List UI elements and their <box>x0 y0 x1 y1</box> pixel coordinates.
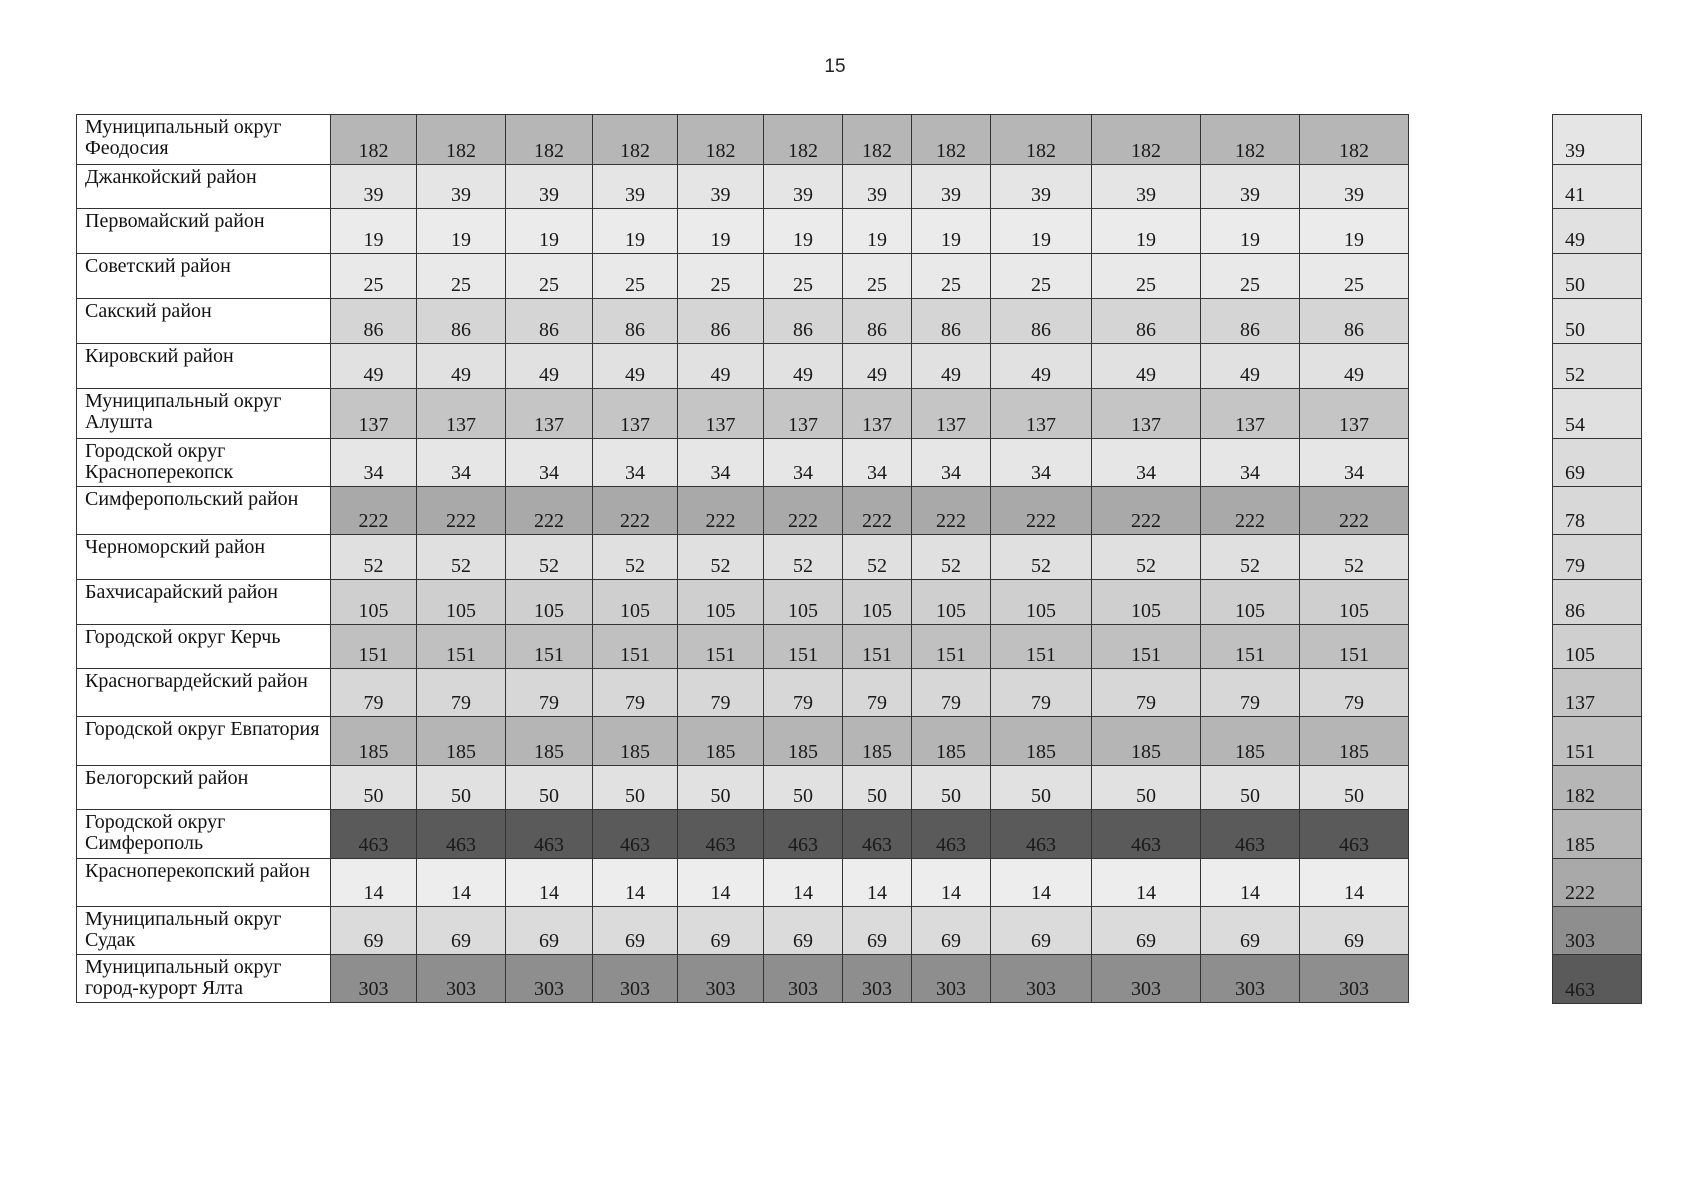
value-cell: 137 <box>764 389 843 439</box>
value-cell: 222 <box>417 487 506 535</box>
legend-scale-cell: 50 <box>1553 299 1641 344</box>
value-cell: 34 <box>1092 439 1201 487</box>
value-cell: 303 <box>1201 955 1300 1003</box>
value-cell: 19 <box>506 209 593 254</box>
value-cell: 50 <box>593 766 678 810</box>
value-cell: 50 <box>1201 766 1300 810</box>
value-cell: 79 <box>593 669 678 717</box>
value-cell: 34 <box>593 439 678 487</box>
region-name: Муниципальный округ Судак <box>77 907 331 955</box>
value-cell: 463 <box>764 810 843 859</box>
value-cell: 86 <box>593 299 678 344</box>
value-cell: 69 <box>1201 907 1300 955</box>
value-cell: 105 <box>1092 580 1201 625</box>
value-cell: 105 <box>912 580 991 625</box>
value-cell: 182 <box>331 115 417 165</box>
value-cell: 79 <box>331 669 417 717</box>
value-cell: 19 <box>593 209 678 254</box>
table-row <box>77 766 1409 810</box>
value-cell: 86 <box>764 299 843 344</box>
value-cell: 105 <box>678 580 764 625</box>
value-cell: 50 <box>991 766 1092 810</box>
value-cell: 34 <box>506 439 593 487</box>
value-cell: 52 <box>506 535 593 580</box>
value-cell: 19 <box>331 209 417 254</box>
table-row <box>77 859 1409 907</box>
value-cell: 151 <box>843 625 912 669</box>
value-cell: 303 <box>764 955 843 1003</box>
data-table <box>76 114 1409 1003</box>
value-cell: 25 <box>991 254 1092 299</box>
value-cell: 69 <box>1300 907 1409 955</box>
table-row <box>77 625 1409 669</box>
value-cell: 50 <box>678 766 764 810</box>
value-cell: 137 <box>331 389 417 439</box>
legend-scale-cell: 463 <box>1553 955 1641 1003</box>
value-cell: 19 <box>1201 209 1300 254</box>
value-cell: 34 <box>912 439 991 487</box>
legend-scale-cell: 137 <box>1553 669 1641 717</box>
legend-scale-cell: 49 <box>1553 209 1641 254</box>
table-row <box>77 165 1409 209</box>
value-cell: 185 <box>417 717 506 766</box>
value-cell: 25 <box>593 254 678 299</box>
value-cell: 39 <box>417 165 506 209</box>
value-cell: 137 <box>593 389 678 439</box>
legend-scale-cell: 151 <box>1553 717 1641 766</box>
value-cell: 79 <box>843 669 912 717</box>
value-cell: 49 <box>678 344 764 389</box>
value-cell: 137 <box>417 389 506 439</box>
value-cell: 52 <box>1201 535 1300 580</box>
value-cell: 185 <box>1300 717 1409 766</box>
value-cell: 182 <box>991 115 1092 165</box>
value-cell: 79 <box>1300 669 1409 717</box>
value-cell: 222 <box>593 487 678 535</box>
value-cell: 151 <box>417 625 506 669</box>
table-row <box>77 487 1409 535</box>
value-cell: 303 <box>1300 955 1409 1003</box>
value-cell: 34 <box>417 439 506 487</box>
value-cell: 86 <box>1300 299 1409 344</box>
value-cell: 50 <box>1300 766 1409 810</box>
value-cell: 19 <box>1092 209 1201 254</box>
value-cell: 151 <box>912 625 991 669</box>
value-cell: 19 <box>1300 209 1409 254</box>
value-cell: 49 <box>1300 344 1409 389</box>
value-cell: 14 <box>843 859 912 907</box>
region-name: Первомайский район <box>77 209 331 254</box>
value-cell: 19 <box>843 209 912 254</box>
value-cell: 39 <box>678 165 764 209</box>
value-cell: 303 <box>593 955 678 1003</box>
value-cell: 50 <box>1092 766 1201 810</box>
value-cell: 14 <box>1201 859 1300 907</box>
value-cell: 39 <box>843 165 912 209</box>
value-cell: 463 <box>912 810 991 859</box>
legend-scale-cell: 78 <box>1553 487 1641 535</box>
value-cell: 69 <box>1092 907 1201 955</box>
table-row <box>77 344 1409 389</box>
value-cell: 50 <box>331 766 417 810</box>
value-cell: 69 <box>843 907 912 955</box>
legend-scale-cell: 86 <box>1553 580 1641 625</box>
value-cell: 39 <box>912 165 991 209</box>
value-cell: 105 <box>843 580 912 625</box>
legend-scale-cell: 39 <box>1553 115 1641 165</box>
table-row <box>77 209 1409 254</box>
value-cell: 463 <box>593 810 678 859</box>
value-cell: 86 <box>678 299 764 344</box>
legend-scale-cell: 41 <box>1553 165 1641 209</box>
value-cell: 303 <box>417 955 506 1003</box>
value-cell: 105 <box>417 580 506 625</box>
value-cell: 105 <box>1201 580 1300 625</box>
table-row <box>77 115 1409 165</box>
value-cell: 34 <box>843 439 912 487</box>
value-cell: 52 <box>1092 535 1201 580</box>
value-cell: 303 <box>678 955 764 1003</box>
legend-scale-cell: 79 <box>1553 535 1641 580</box>
value-cell: 19 <box>912 209 991 254</box>
value-cell: 222 <box>331 487 417 535</box>
value-cell: 49 <box>843 344 912 389</box>
value-cell: 39 <box>331 165 417 209</box>
value-cell: 463 <box>1300 810 1409 859</box>
value-cell: 303 <box>843 955 912 1003</box>
value-cell: 79 <box>1201 669 1300 717</box>
region-name: Городской округ Красноперекопск <box>77 439 331 487</box>
value-cell: 69 <box>912 907 991 955</box>
table-row <box>77 955 1409 1003</box>
value-cell: 79 <box>991 669 1092 717</box>
region-name: Красноперекопский район <box>77 859 331 907</box>
value-cell: 86 <box>991 299 1092 344</box>
value-cell: 303 <box>991 955 1092 1003</box>
value-cell: 151 <box>1201 625 1300 669</box>
value-cell: 463 <box>1092 810 1201 859</box>
value-cell: 105 <box>593 580 678 625</box>
value-cell: 69 <box>991 907 1092 955</box>
value-cell: 25 <box>1092 254 1201 299</box>
value-cell: 69 <box>678 907 764 955</box>
value-cell: 303 <box>1092 955 1201 1003</box>
region-name: Городской округ Керчь <box>77 625 331 669</box>
region-name: Сакский район <box>77 299 331 344</box>
value-cell: 86 <box>1092 299 1201 344</box>
value-cell: 151 <box>1092 625 1201 669</box>
value-cell: 14 <box>1092 859 1201 907</box>
value-cell: 34 <box>764 439 843 487</box>
value-cell: 79 <box>1092 669 1201 717</box>
value-cell: 182 <box>678 115 764 165</box>
value-cell: 185 <box>678 717 764 766</box>
region-name: Городской округ Евпатория <box>77 717 331 766</box>
value-cell: 25 <box>1201 254 1300 299</box>
value-cell: 50 <box>506 766 593 810</box>
legend-scale-column <box>1552 114 1642 1004</box>
value-cell: 39 <box>593 165 678 209</box>
value-cell: 52 <box>593 535 678 580</box>
value-cell: 222 <box>764 487 843 535</box>
value-cell: 14 <box>593 859 678 907</box>
table-row <box>77 669 1409 717</box>
value-cell: 303 <box>331 955 417 1003</box>
value-cell: 14 <box>331 859 417 907</box>
region-name: Муниципальный округ город-курорт Ялта <box>77 955 331 1003</box>
value-cell: 185 <box>1201 717 1300 766</box>
value-cell: 182 <box>506 115 593 165</box>
value-cell: 79 <box>417 669 506 717</box>
value-cell: 222 <box>912 487 991 535</box>
value-cell: 69 <box>593 907 678 955</box>
value-cell: 105 <box>764 580 843 625</box>
region-name: Джанкойский район <box>77 165 331 209</box>
value-cell: 34 <box>991 439 1092 487</box>
value-cell: 222 <box>1092 487 1201 535</box>
value-cell: 105 <box>331 580 417 625</box>
table-row <box>77 299 1409 344</box>
value-cell: 52 <box>331 535 417 580</box>
region-name: Красногвардейский район <box>77 669 331 717</box>
value-cell: 14 <box>764 859 843 907</box>
value-cell: 25 <box>417 254 506 299</box>
value-cell: 14 <box>417 859 506 907</box>
value-cell: 463 <box>417 810 506 859</box>
value-cell: 182 <box>1201 115 1300 165</box>
value-cell: 105 <box>1300 580 1409 625</box>
value-cell: 49 <box>506 344 593 389</box>
value-cell: 463 <box>843 810 912 859</box>
table-row <box>77 717 1409 766</box>
value-cell: 182 <box>1300 115 1409 165</box>
value-cell: 79 <box>506 669 593 717</box>
value-cell: 182 <box>764 115 843 165</box>
region-name: Советский район <box>77 254 331 299</box>
value-cell: 151 <box>506 625 593 669</box>
value-cell: 105 <box>991 580 1092 625</box>
value-cell: 25 <box>843 254 912 299</box>
value-cell: 34 <box>331 439 417 487</box>
value-cell: 86 <box>331 299 417 344</box>
value-cell: 49 <box>764 344 843 389</box>
value-cell: 25 <box>912 254 991 299</box>
value-cell: 39 <box>991 165 1092 209</box>
value-cell: 49 <box>331 344 417 389</box>
value-cell: 34 <box>1300 439 1409 487</box>
table-row <box>77 439 1409 487</box>
value-cell: 14 <box>912 859 991 907</box>
value-cell: 222 <box>1201 487 1300 535</box>
legend-scale-cell: 54 <box>1553 389 1641 439</box>
table-row <box>77 810 1409 859</box>
value-cell: 79 <box>764 669 843 717</box>
value-cell: 19 <box>417 209 506 254</box>
region-name: Бахчисарайский район <box>77 580 331 625</box>
value-cell: 39 <box>1300 165 1409 209</box>
value-cell: 137 <box>678 389 764 439</box>
value-cell: 52 <box>843 535 912 580</box>
value-cell: 463 <box>678 810 764 859</box>
value-cell: 151 <box>1300 625 1409 669</box>
value-cell: 49 <box>1092 344 1201 389</box>
value-cell: 222 <box>843 487 912 535</box>
value-cell: 25 <box>678 254 764 299</box>
value-cell: 182 <box>843 115 912 165</box>
value-cell: 49 <box>1201 344 1300 389</box>
value-cell: 185 <box>331 717 417 766</box>
value-cell: 25 <box>506 254 593 299</box>
value-cell: 49 <box>593 344 678 389</box>
value-cell: 52 <box>991 535 1092 580</box>
value-cell: 185 <box>912 717 991 766</box>
value-cell: 222 <box>1300 487 1409 535</box>
value-cell: 137 <box>912 389 991 439</box>
value-cell: 19 <box>678 209 764 254</box>
value-cell: 49 <box>912 344 991 389</box>
value-cell: 86 <box>417 299 506 344</box>
value-cell: 50 <box>912 766 991 810</box>
page-number: 15 <box>824 56 846 77</box>
value-cell: 105 <box>506 580 593 625</box>
value-cell: 25 <box>331 254 417 299</box>
value-cell: 14 <box>991 859 1092 907</box>
value-cell: 50 <box>764 766 843 810</box>
value-cell: 463 <box>506 810 593 859</box>
value-cell: 182 <box>1092 115 1201 165</box>
value-cell: 34 <box>1201 439 1300 487</box>
value-cell: 151 <box>593 625 678 669</box>
value-cell: 14 <box>678 859 764 907</box>
region-name: Городской округ Симферополь <box>77 810 331 859</box>
legend-scale-cell: 50 <box>1553 254 1641 299</box>
value-cell: 79 <box>678 669 764 717</box>
value-cell: 86 <box>506 299 593 344</box>
value-cell: 39 <box>1201 165 1300 209</box>
value-cell: 25 <box>764 254 843 299</box>
value-cell: 39 <box>764 165 843 209</box>
value-cell: 52 <box>417 535 506 580</box>
value-cell: 185 <box>593 717 678 766</box>
value-cell: 182 <box>593 115 678 165</box>
value-cell: 137 <box>1300 389 1409 439</box>
value-cell: 222 <box>506 487 593 535</box>
value-cell: 52 <box>912 535 991 580</box>
value-cell: 52 <box>678 535 764 580</box>
value-cell: 14 <box>506 859 593 907</box>
legend-scale-cell: 52 <box>1553 344 1641 389</box>
value-cell: 14 <box>1300 859 1409 907</box>
value-cell: 52 <box>1300 535 1409 580</box>
value-cell: 86 <box>912 299 991 344</box>
region-name: Муниципальный округ Алушта <box>77 389 331 439</box>
value-cell: 79 <box>912 669 991 717</box>
legend-scale-cell: 185 <box>1553 810 1641 859</box>
legend-scale-cell: 222 <box>1553 859 1641 907</box>
value-cell: 151 <box>991 625 1092 669</box>
value-cell: 49 <box>417 344 506 389</box>
value-cell: 39 <box>1092 165 1201 209</box>
value-cell: 182 <box>417 115 506 165</box>
value-cell: 19 <box>764 209 843 254</box>
value-cell: 182 <box>912 115 991 165</box>
legend-scale-cell: 105 <box>1553 625 1641 669</box>
value-cell: 39 <box>506 165 593 209</box>
value-cell: 137 <box>1092 389 1201 439</box>
value-cell: 69 <box>331 907 417 955</box>
value-cell: 50 <box>843 766 912 810</box>
region-name: Симферопольский район <box>77 487 331 535</box>
region-name: Кировский район <box>77 344 331 389</box>
table-row <box>77 580 1409 625</box>
value-cell: 137 <box>506 389 593 439</box>
legend-scale-cell: 182 <box>1553 766 1641 810</box>
legend-scale-cell: 69 <box>1553 439 1641 487</box>
value-cell: 50 <box>417 766 506 810</box>
value-cell: 222 <box>678 487 764 535</box>
region-name: Муниципальный округ Феодосия <box>77 115 331 165</box>
value-cell: 151 <box>678 625 764 669</box>
value-cell: 151 <box>331 625 417 669</box>
value-cell: 69 <box>764 907 843 955</box>
value-cell: 151 <box>764 625 843 669</box>
value-cell: 185 <box>991 717 1092 766</box>
value-cell: 137 <box>843 389 912 439</box>
value-cell: 463 <box>991 810 1092 859</box>
region-name: Черноморский район <box>77 535 331 580</box>
table-row <box>77 907 1409 955</box>
legend-scale-cell: 303 <box>1553 907 1641 955</box>
value-cell: 185 <box>764 717 843 766</box>
value-cell: 463 <box>331 810 417 859</box>
value-cell: 69 <box>506 907 593 955</box>
value-cell: 222 <box>991 487 1092 535</box>
value-cell: 86 <box>1201 299 1300 344</box>
value-cell: 185 <box>506 717 593 766</box>
value-cell: 303 <box>506 955 593 1003</box>
table-row <box>77 389 1409 439</box>
value-cell: 185 <box>843 717 912 766</box>
value-cell: 137 <box>1201 389 1300 439</box>
value-cell: 303 <box>912 955 991 1003</box>
value-cell: 86 <box>843 299 912 344</box>
value-cell: 19 <box>991 209 1092 254</box>
value-cell: 137 <box>991 389 1092 439</box>
value-cell: 463 <box>1201 810 1300 859</box>
value-cell: 185 <box>1092 717 1201 766</box>
value-cell: 49 <box>991 344 1092 389</box>
value-cell: 69 <box>417 907 506 955</box>
value-cell: 52 <box>764 535 843 580</box>
region-name: Белогорский район <box>77 766 331 810</box>
table-row <box>77 254 1409 299</box>
value-cell: 34 <box>678 439 764 487</box>
value-cell: 25 <box>1300 254 1409 299</box>
table-row <box>77 535 1409 580</box>
